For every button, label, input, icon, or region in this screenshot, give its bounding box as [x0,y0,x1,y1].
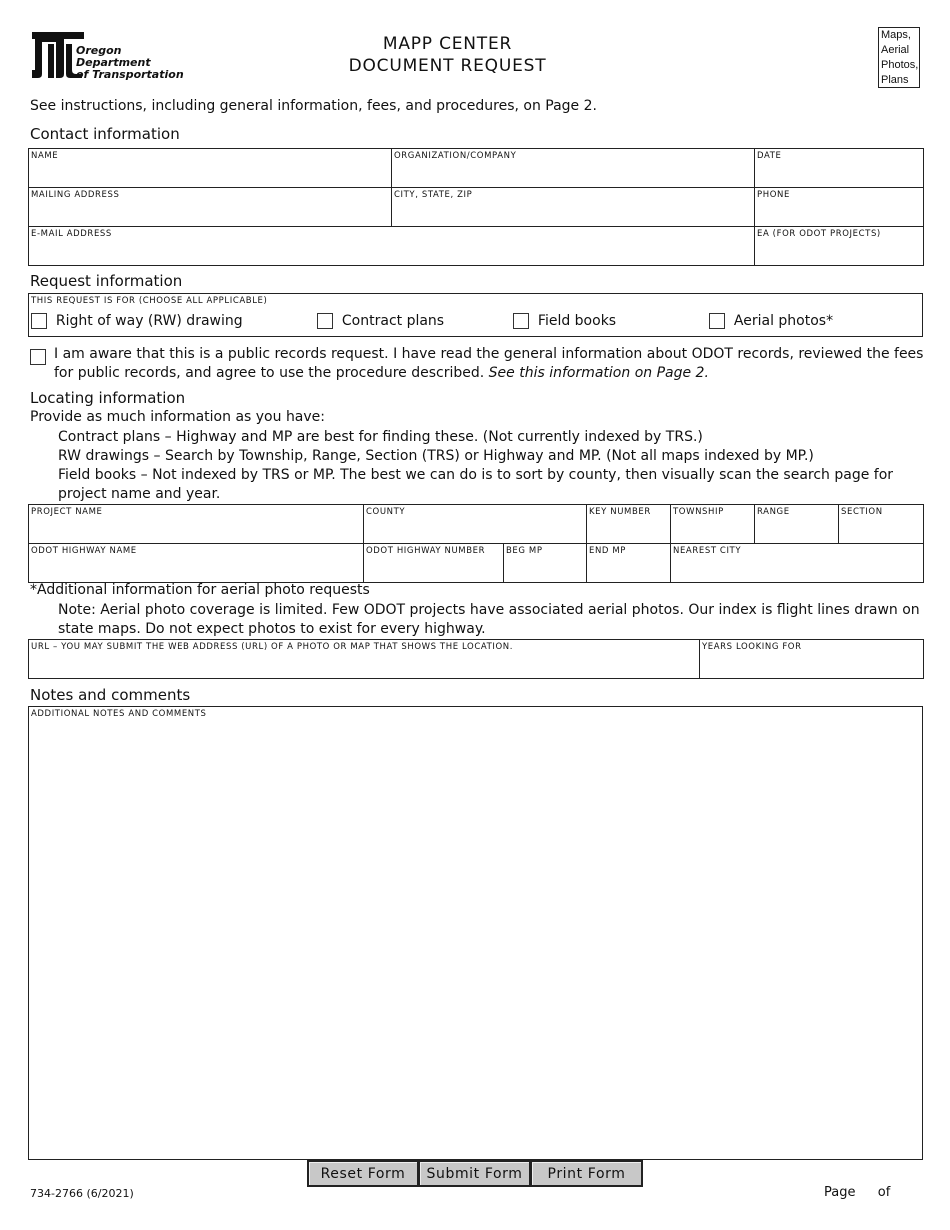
corner-tag [878,27,920,88]
aerial-note-1: Note: Aerial photo coverage is limited. Few ODOT projects have associated aerial photos. Our index is flight lines drawn on [58,602,920,618]
url-input[interactable] [29,654,699,678]
date-cell [755,149,924,188]
aerial-heading: *Additional information for aerial photo requests [30,582,370,598]
section-label: SECTION [841,507,883,517]
title-line-2: DOCUMENT REQUEST [348,56,547,76]
aerial-table [28,639,924,679]
highway-name-cell [29,544,364,583]
end-mp-label: END MP [589,546,627,556]
city-state-zip-label: CITY, STATE, ZIP [394,190,473,200]
ack-italic: See this information on Page 2. [488,365,709,381]
ea-label: EA (FOR ODOT PROJECTS) [757,229,881,239]
ack-line-2: for public records, and agree to use the procedure described. [54,365,485,381]
phone-cell [755,188,924,227]
locating-line-2: RW drawings – Search by Township, Range, Section (TRS) or Highway and MP. (Not all maps indexed by MP.) [58,448,814,464]
locating-heading: Locating information [30,389,186,407]
request-box [28,293,923,337]
url-label: URL – YOU MAY SUBMIT THE WEB ADDRESS (URL) OF A PHOTO OR MAP THAT SHOWS THE LOCATION. [31,642,514,652]
phone-input[interactable] [755,202,923,226]
project-name-input[interactable] [29,519,363,543]
print-form-button[interactable]: Print Form [530,1160,643,1187]
range-label: RANGE [757,507,790,517]
nearest-city-cell [671,544,924,583]
option-label: Right of way (RW) drawing [55,313,243,329]
date-input[interactable] [755,163,923,187]
url-cell [29,640,700,679]
key-number-label: KEY NUMBER [589,507,651,517]
locating-intro: Provide as much information as you have: [30,409,326,425]
ack-line-1: I am aware that this is a public records request. I have read the general information about ODOT records, reviewed the fees [54,346,924,362]
corner-tag-line: Aerial [881,44,910,56]
acknowledgement-checkbox[interactable] [30,346,46,365]
end-mp-input[interactable] [587,558,670,582]
years-label: YEARS LOOKING FOR [702,642,802,652]
nearest-city-label: NEAREST CITY [673,546,742,556]
org-line-1: Oregon [76,44,122,57]
years-cell [700,640,924,679]
intro-text: See instructions, including general information, fees, and procedures, on Page 2. [30,98,597,114]
highway-name-input[interactable] [29,558,363,582]
acknowledge-box[interactable] [30,349,46,365]
option-label: Contract plans [341,313,445,329]
end-mp-cell [587,544,671,583]
option-label: Field books [537,313,617,329]
mailing-address-input[interactable] [29,202,391,226]
locating-notes [58,428,893,504]
option-label: Aerial photos* [733,313,834,329]
odot-logo [30,30,200,80]
ea-cell [755,227,924,266]
request-label: THIS REQUEST IS FOR (CHOOSE ALL APPLICABLE) [31,296,268,306]
request-heading: Request information [30,272,183,290]
reset-form-button[interactable]: Reset Form [307,1160,419,1187]
aerial-note [58,601,920,639]
rw-drawing-checkbox[interactable] [31,313,47,329]
field-books-checkbox[interactable] [513,313,529,329]
key-number-cell [587,505,671,544]
project-name-cell [29,505,364,544]
locating-line-3a: Field books – Not indexed by TRS or MP. The best we can do is to sort by county, then visually scan the search page for [58,467,894,483]
contact-heading: Contact information [30,125,180,143]
range-input[interactable] [755,519,838,543]
township-cell [671,505,755,544]
locating-table [28,504,924,583]
option-rw-drawing[interactable] [31,313,243,329]
submit-form-button[interactable]: Submit Form [418,1160,531,1187]
project-name-label: PROJECT NAME [31,507,103,517]
highway-number-cell [364,544,504,583]
years-input[interactable] [700,654,923,678]
township-input[interactable] [671,519,754,543]
contract-plans-checkbox[interactable] [317,313,333,329]
key-number-input[interactable] [587,519,670,543]
city-state-zip-cell [392,188,755,227]
page-label: Page [824,1185,856,1200]
section-input[interactable] [839,519,923,543]
organization-cell [392,149,755,188]
highway-number-input[interactable] [364,558,503,582]
of-label: of [877,1185,891,1200]
name-input[interactable] [29,163,391,187]
county-label: COUNTY [366,507,406,517]
phone-label: PHONE [757,190,790,200]
organization-input[interactable] [392,163,754,187]
date-label: DATE [757,151,782,161]
option-aerial-photos[interactable] [709,313,833,329]
county-input[interactable] [364,519,586,543]
acknowledgement-text [54,345,924,383]
email-label: E-MAIL ADDRESS [31,229,112,239]
locating-line-3b: project name and year. [58,486,221,502]
range-cell [755,505,839,544]
org-line-3: of Transportation [76,68,184,81]
beg-mp-cell [504,544,587,583]
page-counter [824,1185,890,1200]
mailing-address-cell [29,188,392,227]
corner-tag-line: Plans [881,74,909,86]
name-label: NAME [31,151,59,161]
corner-tag-line: Maps, [881,29,911,41]
township-label: TOWNSHIP [673,507,724,517]
page-title [300,33,595,77]
section-cell [839,505,924,544]
highway-number-label: ODOT HIGHWAY NUMBER [366,546,486,556]
form-number: 734-2766 (6/2021) [30,1187,134,1200]
contact-table [28,148,924,266]
mailing-address-label: MAILING ADDRESS [31,190,120,200]
option-field-books[interactable] [513,313,616,329]
beg-mp-input[interactable] [504,558,586,582]
notes-heading: Notes and comments [30,686,191,704]
highway-name-label: ODOT HIGHWAY NAME [31,546,137,556]
organization-label: ORGANIZATION/COMPANY [394,151,517,161]
org-line-2: Department [76,56,151,69]
notes-box [28,706,923,1160]
notes-label: ADDITIONAL NOTES AND COMMENTS [31,709,207,719]
notes-textarea[interactable] [31,723,920,1157]
county-cell [364,505,587,544]
email-cell [29,227,755,266]
locating-line-1: Contract plans – Highway and MP are best for finding these. (Not currently indexed by TRS.) [58,429,703,445]
city-state-zip-input[interactable] [392,202,754,226]
ea-input[interactable] [755,241,923,265]
beg-mp-label: BEG MP [506,546,543,556]
option-contract-plans[interactable] [317,313,444,329]
aerial-note-2: state maps. Do not expect photos to exist for every highway. [58,621,486,637]
corner-tag-line: Photos, [881,59,919,71]
title-line-1: MAPP CENTER [382,34,513,54]
email-input[interactable] [29,241,754,265]
nearest-city-input[interactable] [671,558,923,582]
aerial-photos-checkbox[interactable] [709,313,725,329]
name-cell [29,149,392,188]
